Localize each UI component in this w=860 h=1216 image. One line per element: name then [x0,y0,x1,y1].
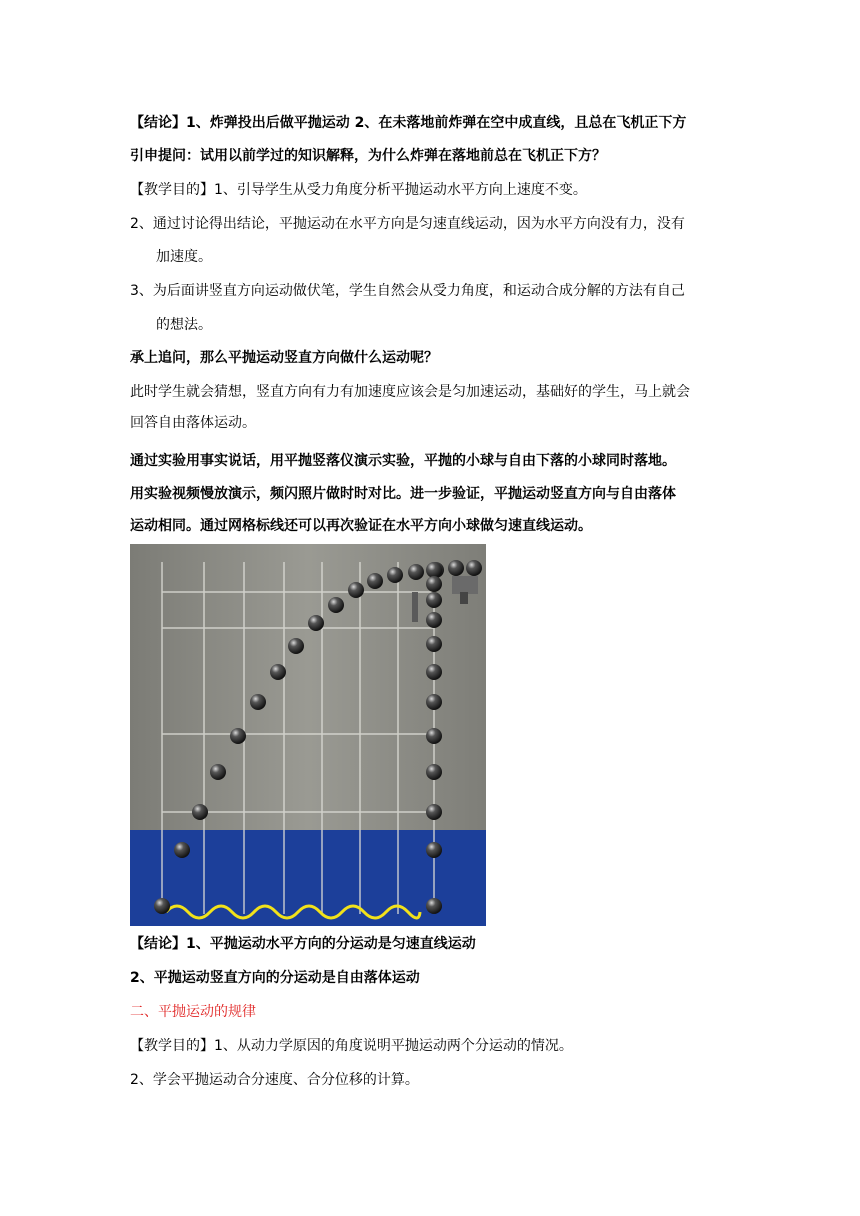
conclusion-1: 【结论】1、炸弹投出后做平抛运动 2、在未落地前炸弹在空中成直线，且总在飞机正下方 [130,115,687,131]
teaching-goal-b2: 2、学会平抛运动合分速度、合分位移的计算。 [130,1072,419,1088]
student-guess: 此时学生就会猜想，竖直方向有力有加速度应该会是匀加速运动，基础好的学生，马上就会 [130,384,690,400]
ball [426,612,442,628]
ball [426,842,442,858]
ball [426,764,442,780]
ball [426,664,442,680]
ball [367,573,383,589]
conclusion-2b: 2、平抛运动竖直方向的分运动是自由落体运动 [130,970,420,986]
ball [230,728,246,744]
ball [270,664,286,680]
ball [426,728,442,744]
ball [426,562,442,578]
ball [174,842,190,858]
ball [408,564,424,580]
experiment-3: 运动相同。通过网格标线还可以再次验证在水平方向小球做匀速直线运动。 [130,518,592,534]
ball [288,638,304,654]
teaching-goal-b1: 【教学目的】1、从动力学原因的角度说明平抛运动两个分运动的情况。 [130,1038,573,1054]
experiment-2: 用实验视频慢放演示，频闪照片做时时对比。进一步验证，平抛运动竖直方向与自由落体 [130,486,676,502]
ball [426,898,442,914]
ball [466,560,482,576]
ball [426,694,442,710]
strobe-photo [130,544,486,926]
ball [348,582,364,598]
student-guess-cont: 回答自由落体运动。 [130,415,256,431]
teaching-goal-2-cont: 加速度。 [156,249,212,265]
teaching-goal-3: 3、为后面讲竖直方向运动做伏笔，学生自然会从受力角度，和运动合成分解的方法有自己 [130,283,685,299]
conclusion-2: 【结论】1、平抛运动水平方向的分运动是匀速直线运动 [130,936,476,952]
ball [210,764,226,780]
follow-up-question: 引申提问：试用以前学过的知识解释，为什么炸弹在落地前总在飞机正下方？ [130,148,606,164]
ball [154,898,170,914]
ball [448,560,464,576]
teaching-goal-2: 2、通过讨论得出结论，平抛运动在水平方向是匀速直线运动，因为水平方向没有力，没有 [130,216,685,232]
strobe-photo-image [130,544,486,926]
section-heading: 二、平抛运动的规律 [130,1004,256,1020]
follow-up-vertical: 承上追问，那么平抛运动竖直方向做什么运动呢？ [130,350,438,366]
ball [426,636,442,652]
ball [192,804,208,820]
teaching-goal-1: 【教学目的】1、引导学生从受力角度分析平抛运动水平方向上速度不变。 [130,182,587,198]
experiment-1: 通过实验用事实说话，用平抛竖落仪演示实验，平抛的小球与自由下落的小球同时落地。 [130,453,676,469]
ball [308,615,324,631]
ball [426,592,442,608]
ball [328,597,344,613]
ball [250,694,266,710]
ball [387,567,403,583]
ball [426,576,442,592]
ball [426,804,442,820]
teaching-goal-3-cont: 的想法。 [156,317,212,333]
